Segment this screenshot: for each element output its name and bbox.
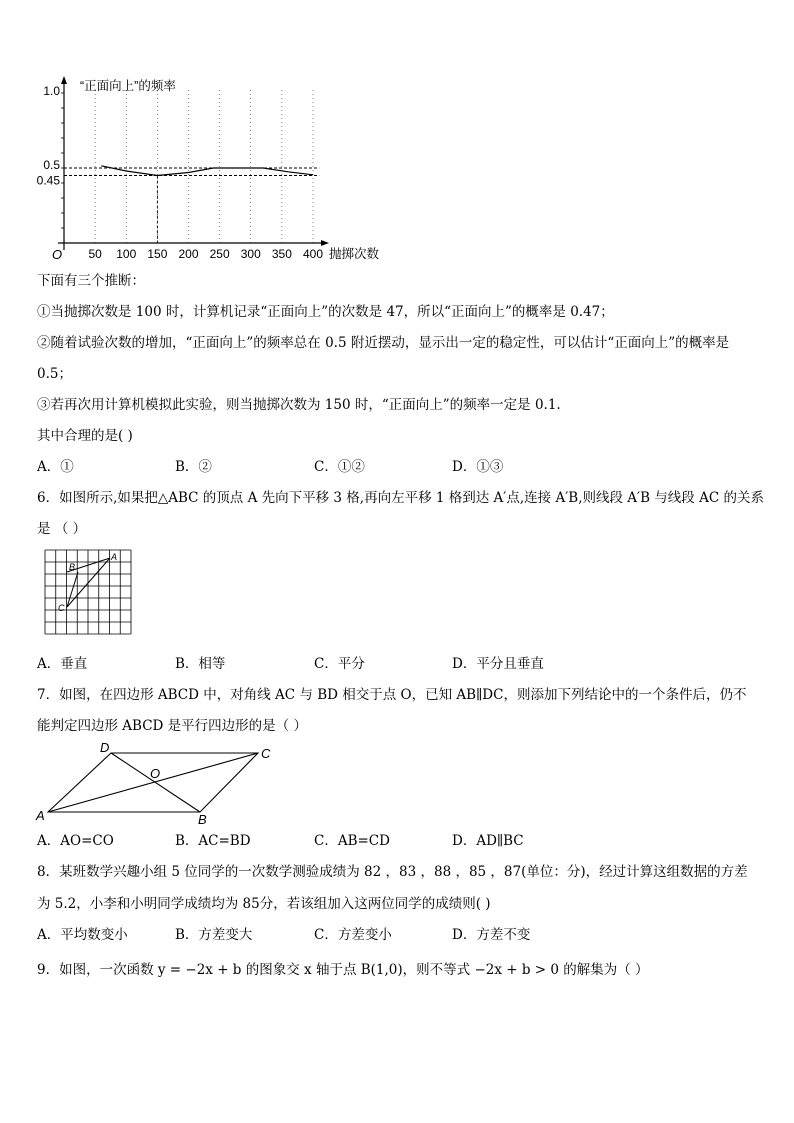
q5-statement-2: ②随着试验次数的增加，“正面向上”的频率总在 0.5 附近摆动，显示出一定的稳定性，可以估计“正面向上”的概率是	[37, 335, 730, 351]
x-tick-label: 100	[116, 247, 137, 261]
x-tick-label: 400	[302, 247, 324, 261]
x-tick-label: 350	[271, 247, 292, 261]
q5-statement-3: ③若再次用计算机模拟此实验，则当抛掷次数为 150 时，“正面向上”的频率一定是 0.1.	[37, 397, 561, 413]
q8-option-c[interactable]: C．方差变小	[314, 927, 392, 943]
y-tick-label: 0.5	[43, 158, 60, 172]
q7-label-o: O	[150, 766, 161, 781]
x-tick-label: 300	[240, 247, 261, 261]
y-tick-label: 1.0	[43, 84, 60, 98]
q8-option-a[interactable]: A．平均数变小	[37, 927, 128, 943]
q7-label-b: B	[198, 812, 207, 827]
q7-diagonal-bd	[111, 753, 200, 812]
q5-option-b[interactable]: B．②	[175, 459, 212, 475]
q6-line-2: 是 （ ）	[37, 521, 87, 537]
q7-option-d[interactable]: D．AD∥BC	[452, 833, 524, 849]
x-tick-label: 150	[147, 247, 168, 261]
q7-option-a[interactable]: A．AO=CO	[37, 833, 114, 849]
q6-option-b[interactable]: B．相等	[175, 656, 226, 672]
q8-option-d[interactable]: D．方差不变	[452, 927, 531, 943]
q6-line-1: 6．如图所示,如果把△ABC 的顶点 A 先向下平移 3 格,再向左平移 1 格到达 A′点,连接 A′B,则线段 A′B 与线段 AC 的关系	[37, 490, 764, 506]
origin-label: O	[52, 247, 63, 262]
q8-option-b[interactable]: B．方差变大	[175, 927, 253, 943]
q5-statement-2-cont: 0.5；	[37, 366, 72, 382]
q6-option-c[interactable]: C．平分	[314, 656, 365, 672]
q7-label-d: D	[100, 740, 110, 755]
q8-line-1: 8．某班数学兴趣小组 5 位同学的一次数学测验成绩为 82 ，83 ，88 ，85 ，87(单位：分)，经过计算这组数据的方差	[37, 864, 748, 880]
q5-intro: 下面有三个推断：	[37, 273, 145, 289]
q5-option-d[interactable]: D．①③	[452, 459, 504, 475]
q6-label-b: B	[69, 562, 76, 572]
x-tick-label: 250	[209, 247, 230, 261]
q5-statement-1: ①当抛掷次数是 100 时，计算机记录“正面向上”的次数是 47，所以“正面向上”的概率是 0.47；	[37, 304, 614, 320]
q5-question: 其中合理的是( )	[37, 428, 133, 444]
q8-line-2: 为 5.2，小李和小明同学成绩均为 85分，若该组加入这两位同学的成绩则( )	[37, 896, 491, 912]
q6-option-a[interactable]: A．垂直	[37, 656, 88, 672]
q6-option-d[interactable]: D．平分且垂直	[452, 656, 544, 672]
q5-option-c[interactable]: C．①②	[314, 459, 365, 475]
q6-label-a: A	[111, 552, 118, 562]
x-tick-label: 50	[88, 247, 102, 261]
y-tick-label: 0.45	[36, 173, 60, 188]
q9-line-1: 9．如图，一次函数 y = −2x + b 的图象交 x 轴于点 B(1,0)，则不等式 −2x + b > 0 的解集为（ ）	[37, 962, 649, 978]
q6-label-c: C	[58, 603, 65, 613]
q7-line-2: 能判定四边形 ABCD 是平行四边形的是（ ）	[37, 718, 307, 734]
x-tick-label: 200	[178, 247, 199, 261]
x-axis-label: 抛掷次数	[329, 247, 380, 261]
q5-option-a[interactable]: A．①	[37, 459, 74, 475]
y-axis-label: “正面向上”的频率	[80, 79, 176, 93]
q7-line-1: 7．如图，在四边形 ABCD 中，对角线 AC 与 BD 相交于点 O，已知 AB∥DC，则添加下列结论中的一个条件后，仍不	[37, 687, 747, 703]
q7-option-b[interactable]: B．AC=BD	[175, 833, 251, 849]
q7-label-c: C	[261, 746, 271, 761]
q7-option-c[interactable]: C．AB=CD	[314, 833, 390, 849]
q7-label-a: A	[36, 808, 45, 823]
